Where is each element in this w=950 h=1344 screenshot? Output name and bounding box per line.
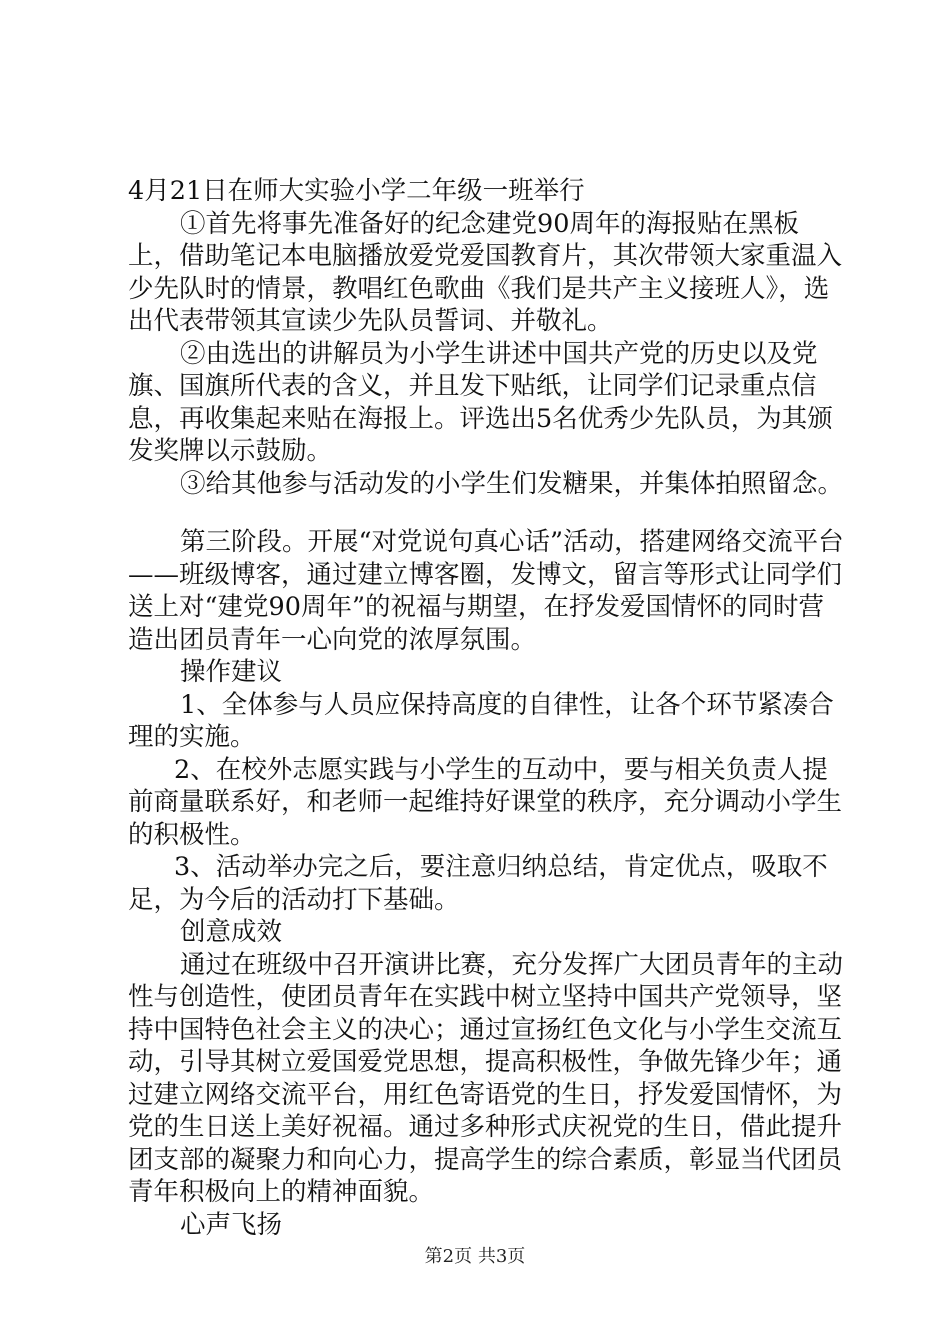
paragraph-step-1: ①首先将事先准备好的纪念建党90周年的海报贴在黑板上，借助笔记本电脑播放爱党爱国教育片，其次带领大家重温入少先队时的情景，教唱红色歌曲《我们是共产主义接班人》，选出代表带领其宣读少先队员誓词、并敬礼。 (128, 208, 843, 336)
paragraph-step-3: ③给其他参与活动发的小学生们发糖果，并集体拍照留念。 (180, 468, 844, 499)
paragraph-stage-three: 第三阶段。开展“对党说句真心话”活动，搭建网络交流平台——班级博客，通过建立博客圈，发博文，留言等形式让同学们送上对“建党90周年”的祝福与期望，在抒发爱国情怀的同时营造出团员青年一心向党的浓厚氛围。 (128, 527, 844, 655)
paragraph-advice-1: 1、全体参与人员应保持高度的自律性，让各个环节紧凑合理的实施。 (128, 689, 834, 752)
heading-operation-advice: 操作建议 (180, 657, 283, 687)
paragraph-advice-3: 3、活动举办完之后，要注意归纳总结，肯定优点，吸取不足，为今后的活动打下基础。 (128, 852, 828, 915)
paragraph-step-2: ②由选出的讲解员为小学生讲述中国共产党的历史以及党旗、国旗所代表的含义，并且发下贴纸，让同学们记录重点信息，再收集起来贴在海报上。评选出5名优秀少先队员，为其颁发奖牌以示鼓励。 (128, 338, 833, 466)
page-footer: 第2页 共3页 (424, 1246, 526, 1267)
paragraph-results: 通过在班级中召开演讲比赛，充分发挥广大团员青年的主动性与创造性，使团员青年在实践中树立坚持中国共产党领导，坚持中国特色社会主义的决心；通过宣扬红色文化与小学生交流互动，引导其树立爱国爱党思想，提高积极性，争做先锋少年；通过建立网络交流平台，用红色寄语党的生日，抒发爱国情怀，为党的生日送上美好祝福。通过多种形式庆祝党的生日，借此提升团支部的凝聚力和向心力，提高学生的综合素质，彰显当代团员青年积极向上的精神面貌。 (128, 949, 844, 1207)
paragraph-event-date: 4月21日在师大实验小学二年级一班举行 (128, 176, 585, 206)
paragraph-spacer (128, 500, 848, 526)
paragraph-advice-2: 2、在校外志愿实践与小学生的互动中，要与相关负责人提前商量联系好，和老师一起维持好课堂的秩序，充分调动小学生的积极性。 (128, 754, 843, 850)
document-body (128, 175, 848, 1241)
heading-voices: 心声飞扬 (180, 1209, 283, 1240)
heading-creative-results: 创意成效 (180, 917, 283, 947)
